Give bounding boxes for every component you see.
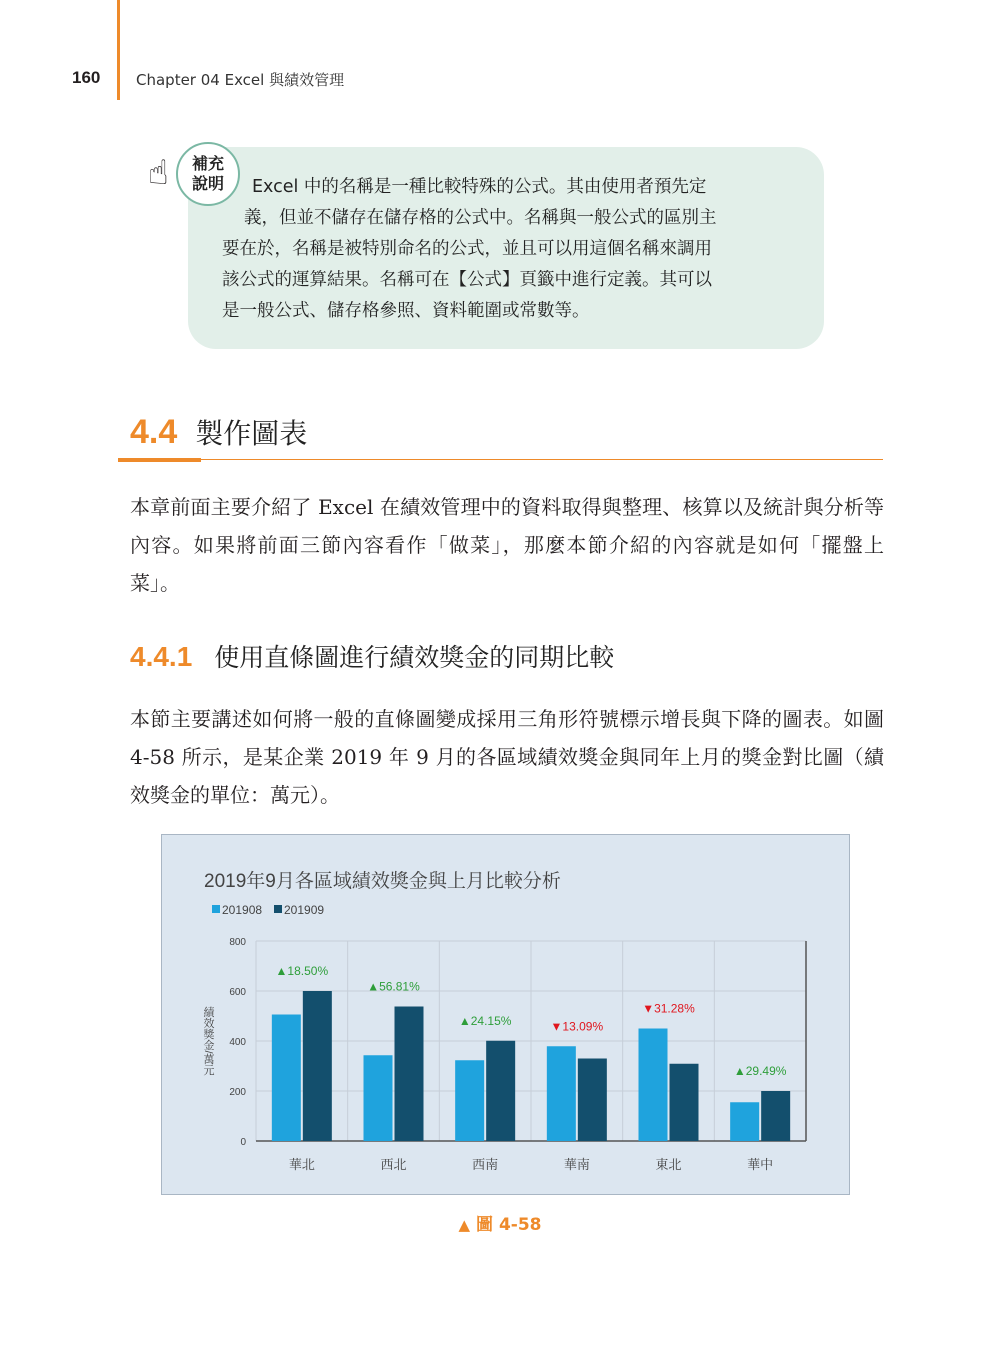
section-title: 製作圖表 xyxy=(195,417,308,450)
note-line: 要在於，名稱是被特別命名的公式，並且可以用這個名稱來調用 xyxy=(222,239,712,259)
legend-label-201908: 201908 xyxy=(222,903,263,917)
x-tick-label: 東北 xyxy=(655,1157,682,1172)
change-label: ▼13.09% xyxy=(550,1019,604,1034)
y-tick-label: 800 xyxy=(229,937,246,948)
bar-201909-東北 xyxy=(670,1064,699,1141)
caption-triangle-icon: ▲ xyxy=(458,1216,471,1234)
pointing-hand-icon: ☝ xyxy=(148,153,169,193)
x-tick-label: 華北 xyxy=(288,1157,315,1172)
x-tick-label: 西北 xyxy=(380,1157,407,1172)
figure-caption xyxy=(0,1210,1000,1235)
legend-swatch-201908 xyxy=(212,905,220,913)
y-tick-label: 600 xyxy=(229,987,246,998)
caption-text: 圖 4-58 xyxy=(476,1215,542,1235)
change-label: ▲18.50% xyxy=(275,964,329,978)
bar-201909-華南 xyxy=(578,1059,607,1142)
note-text xyxy=(222,172,792,327)
bar-201908-西南 xyxy=(455,1060,484,1141)
note-line: Excel 中的名稱是一種比較特殊的公式。其由使用者預先定 xyxy=(252,177,707,197)
note-badge-line1: 補充 xyxy=(191,154,224,173)
change-label: ▲29.49% xyxy=(733,1064,787,1078)
bar-201908-華中 xyxy=(730,1102,759,1141)
note-line: 義，但並不儲存在儲存格的公式中。名稱與一般公式的區別主 xyxy=(244,208,717,228)
bar-201908-西北 xyxy=(364,1055,393,1141)
bar-201908-華北 xyxy=(272,1015,301,1142)
change-label: ▲24.15% xyxy=(458,1013,512,1028)
legend-swatch-201909 xyxy=(274,905,282,913)
section-rule-accent xyxy=(118,458,201,462)
note-line: 該公式的運算結果。名稱可在【公式】頁籤中進行定義。其可以 xyxy=(222,270,712,290)
change-label: ▲56.81% xyxy=(367,979,420,994)
section-number: 4.4 xyxy=(130,413,178,451)
x-tick-label: 西南 xyxy=(472,1157,499,1172)
chart-title: 2019年9月各區域績效獎金與上月比較分析 xyxy=(204,871,561,892)
bar-chart xyxy=(162,835,851,1196)
y-tick-label: 0 xyxy=(240,1137,246,1148)
section-paragraph: 本章前面主要介紹了 Excel 在績效管理中的資料取得與整理、核算以及統計與分析等內容。如果將前面三節內容看作「做菜」，那麼本節介紹的內容就是如何「擺盤上菜」。 xyxy=(130,495,884,595)
header-rule xyxy=(117,0,120,100)
bar-201909-西南 xyxy=(486,1041,515,1141)
note-line: 是一般公式、儲存格參照、資料範圍或常數等。 xyxy=(222,301,590,321)
y-tick-label: 200 xyxy=(229,1087,246,1098)
subsection-number: 4.4.1 xyxy=(130,641,193,672)
page-number: 160 xyxy=(72,68,101,87)
y-tick-label: 400 xyxy=(229,1037,246,1048)
subsection-title: 使用直條圖進行績效獎金的同期比較 xyxy=(214,643,615,672)
legend-label-201909: 201909 xyxy=(284,903,325,917)
x-tick-label: 華南 xyxy=(563,1157,590,1172)
bar-201909-華北 xyxy=(303,991,332,1141)
section-heading xyxy=(130,412,307,452)
bar-201909-華中 xyxy=(761,1091,790,1141)
bar-201908-東北 xyxy=(639,1029,668,1142)
running-head: Chapter 04 Excel 與績效管理 xyxy=(136,71,345,89)
chart-frame xyxy=(161,834,850,1195)
note-badge-line2: 說明 xyxy=(191,174,224,193)
subsection-heading xyxy=(130,638,614,674)
x-tick-label: 華中 xyxy=(747,1157,774,1172)
bar-201908-華南 xyxy=(547,1046,576,1141)
change-label: ▼31.28% xyxy=(642,1001,695,1016)
section-rule xyxy=(201,459,883,460)
y-axis-label: 績效獎金/萬元 xyxy=(202,1006,214,1076)
subsection-paragraph: 本節主要講述如何將一般的直條圖變成採用三角形符號標示增長與下降的圖表。如圖 4-58 所示，是某企業 2019 年 9 月的各區域績效獎金與同年上月的獎金對比圖（績效獎金的單位：萬元）。 xyxy=(130,707,884,807)
bar-201909-西北 xyxy=(395,1007,424,1142)
